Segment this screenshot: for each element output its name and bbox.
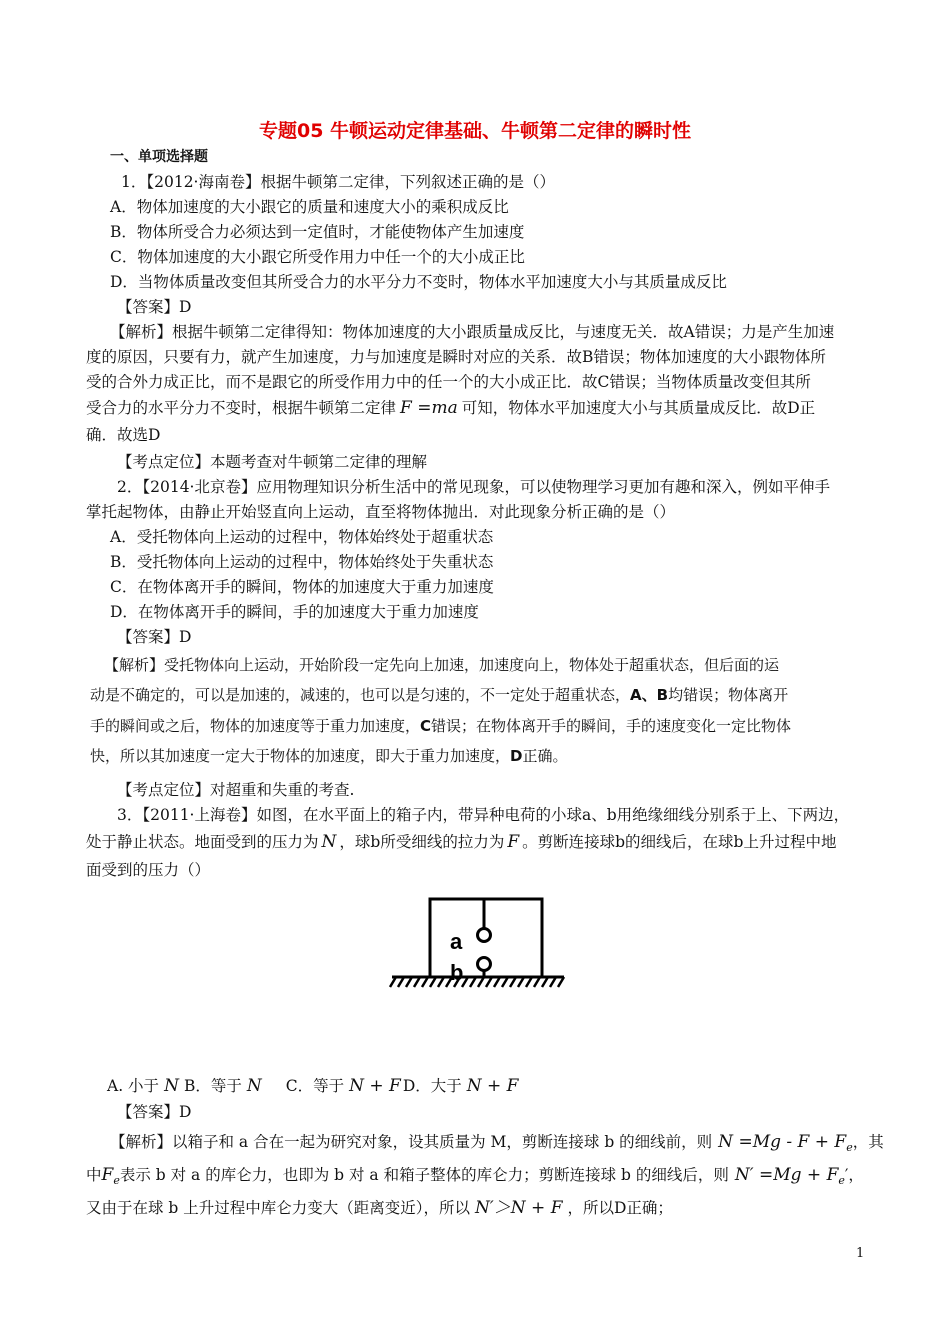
q3-answer: 【答案】D [117,1103,192,1121]
q2-option-c: C．在物体离开手的瞬间，物体的加速度大于重力加速度 [110,578,494,596]
page-title: 专题05 牛顿运动定律基础、牛顿第二定律的瞬时性 [258,120,692,142]
q1-answer: 【答案】D [117,298,192,316]
q1-stem: 1．【2012·海南卷】根据牛顿第二定律，下列叙述正确的是（） [121,173,555,191]
q2-stem: 2．【2014·北京卷】应用物理知识分析生活中的常见现象，可以使物理学习更加有趣和深入，例如平伸手 [117,478,830,496]
formula: F =ma [400,398,458,418]
q3-option-a: A. 小于 N [107,1076,179,1096]
q1-analysis-line: 确．故选D [86,426,161,444]
q3-option-b: B．等于 N [183,1076,262,1096]
page-number: 1 [856,1246,865,1261]
q3-analysis-line: 又由于在球 b 上升过程中库仑力变大（距离变近），所以 N′＞N + F ，所以D正确； [86,1198,673,1218]
q3-stem: 处于静止状态。地面受到的压力为 N ，球b所受细线的拉力为 F 。剪断连接球b的细线后，在球b上升过程中地 [86,832,837,852]
label-b: b [450,960,464,985]
q1-analysis-line: 受的合外力成正比，而不是跟它的所受作用力中的任一个的大小成正比．故C错误；当物体质量改变但其所 [86,373,811,391]
q3-analysis-line: 中$F_e$表示 b 对 a 的库仑力，也即为 b 对 a 和箱子整体的库仑力；剪断连接球 b 的细线后，则 $N' =Mg + F_e'$， [86,1165,864,1188]
q1-option-b: B．物体所受合力必须达到一定值时，才能使物体产生加速度 [110,223,525,241]
ball-b [478,958,491,971]
q1-option-a: A．物体加速度的大小跟它的质量和速度大小的乘积成反比 [110,198,509,216]
ball-a [478,929,491,942]
q3-options [107,1076,523,1096]
q2-stem: 掌托起物体，由静止开始竖直向上运动，直至将物体抛出．对此现象分析正确的是（） [86,503,676,521]
q2-option-b: B．受托物体向上运动的过程中，物体始终处于失重状态 [110,553,494,571]
q3-stem: 面受到的压力（） [86,861,211,879]
q2-analysis-line: 【解析】受托物体向上运动，开始阶段一定先向上加速，加速度向上，物体处于超重状态，但后面的运 [104,656,780,674]
section-heading: 一、单项选择题 [110,149,208,165]
q1-keypoint: 【考点定位】本题考查对牛顿第二定律的理解 [117,453,428,471]
q2-analysis-line: 动是不确定的，可以是加速的，减速的，也可以是匀速的，不一定处于超重状态，A、B均错误；物体离开 [90,686,789,704]
q3-option-c: C．等于 N + F [285,1076,401,1096]
q2-analysis-line: 手的瞬间或之后，物体的加速度等于重力加速度，C错误；在物体离开手的瞬间，手的速度变化一定比物体 [90,717,792,735]
q3-stem: 3．【2011·上海卷】如图，在水平面上的箱子内，带异种电荷的小球a、b用绝缘细线分别系于上、下两边， [117,806,850,824]
label-a: a [450,929,463,954]
q1-analysis-line: 受合力的水平分力不变时，根据牛顿第二定律 F =ma 可知，物体水平加速度大小与其质量成反比．故D正 [86,398,816,418]
q1-option-c: C．物体加速度的大小跟它所受作用力中任一个的大小成正比 [110,248,525,266]
q1-option-d: D．当物体质量改变但其所受合力的水平分力不变时，物体水平加速度大小与其质量成反比 [110,273,727,291]
q1-analysis-line: 【解析】根据牛顿第二定律得知：物体加速度的大小跟质量成反比，与速度无关．故A错误；力是产生加速 [110,323,835,341]
box-figure [388,895,568,995]
q1-analysis-line: 度的原因，只要有力，就产生加速度，力与加速度是瞬时对应的关系．故B错误；物体加速度的大小跟物体所 [86,348,826,366]
q3-analysis-line: 【解析】以箱子和 a 合在一起为研究对象，设其质量为 M，剪断连接球 b 的细线前，则 $N =Mg - F + F_e$，其 [110,1132,884,1155]
q2-answer: 【答案】D [117,628,192,646]
q2-analysis-line: 快，所以其加速度一定大于物体的加速度，即大于重力加速度，D正确。 [90,747,568,765]
q2-option-d: D．在物体离开手的瞬间，手的加速度大于重力加速度 [110,603,479,621]
q2-keypoint: 【考点定位】对超重和失重的考查. [117,781,355,799]
q2-option-a: A．受托物体向上运动的过程中，物体始终处于超重状态 [110,528,494,546]
q3-option-d: D．大于 N + F [402,1076,519,1096]
